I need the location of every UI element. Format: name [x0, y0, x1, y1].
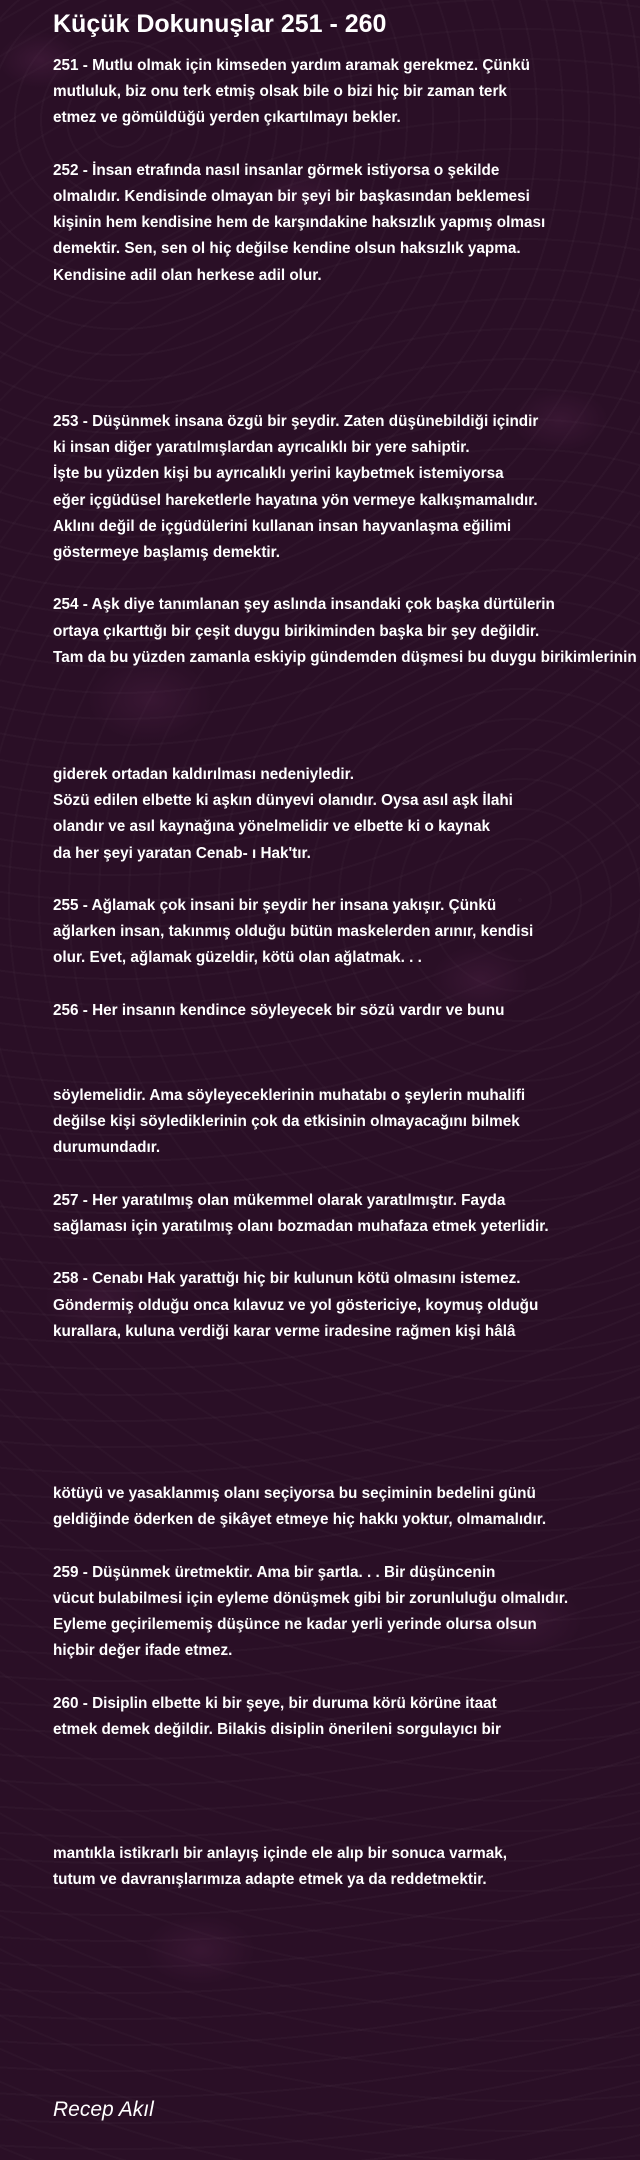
- poem-text-block: mantıkla istikrarlı bir anlayış içinde ele alıp bir sonuca varmak, tutum ve davranışlarımıza adapte etmek ya da reddetmektir.: [53, 1845, 508, 1889]
- poem-text-block: 253 - Düşünmek insana özgü bir şeydir. Zaten düşünebildiği içindir ki insan diğer yaratılmışlardan ayrıcalıklı bir yere sahiptir. İşte bu yüzden kişi bu ayrıcalıklı yerini kaybetmek istemiyorsa eğer içgüdüsel hareketlerle hayatına yön vermeye kalkışmamalıdır. Aklını değil de içgüdülerini kullanan insan hayvanlaşma eğilimi göstermeye başlamış demektir. 254 - Aşk diye tanımlanan şey aslında insandaki çok başka dürtülerin ortaya çıkarttığı bir çeşit duygu birikiminden başka bir şey değildir. Tam da bu yüzden zamanla eskiyip gündemden düşmesi bu duygu birikimlerinin: [53, 413, 637, 666]
- poem-text-block: söylemelidir. Ama söyleyeceklerinin muhatabı o şeylerin muhalifi değilse kişi söylediklerinin çok da etkisinin olmayacağını bilmek durumundadır. 257 - Her yaratılmış olan mükemmel olarak yaratılmıştır. Fayda sağlaması için yaratılmış olanı bozmadan muhafaza etmek yeterlidir. 258 - Cenabı Hak yarattığı hiç bir kulunun kötü olmasını istemez. Göndermiş olduğu onca kılavuz ve yol göstericiye, koymuş olduğu kurallara, kuluna verdiği karar verme iradesine rağmen kişi hâlâ: [53, 1087, 549, 1340]
- author-name: Recep Akıl: [53, 2098, 154, 2121]
- poem-title: Küçük Dokunuşlar 251 - 260: [53, 10, 387, 38]
- poem-text-block: 251 - Mutlu olmak için kimseden yardım aramak gerekmez. Çünkü mutluluk, biz onu terk etmiş olsak bile o bizi hiç bir zaman terk etmez ve gömüldüğü yerden çıkartılmayı bekler. 252 - İnsan etrafında nasıl insanlar görmek istiyorsa o şekilde olmalıdır. Kendisinde olmayan bir şeyi bir başkasından beklemesi kişinin hem kendisine hem de karşındakine haksızlık yapmış olması demektir. Sen, sen ol hiç değilse kendine olsun haksızlık yapma. Kendisine adil olan herkese adil olur.: [53, 57, 546, 284]
- poem-text-block: kötüyü ve yasaklanmış olanı seçiyorsa bu seçiminin bedelini günü geldiğinde öderken de şikâyet etmeye hiç hakkı yoktur, olmamalıdır. 259 - Düşünmek üretmektir. Ama bir şartla. . . Bir düşüncenin vücut bulabilmesi için eyleme dönüşmek gibi bir zorunluluğu olmalıdır. Eyleme geçirilememiş düşünce ne kadar yerli yerinde olursa olsun hiçbir değer ifade etmez. 260 - Disiplin elbette ki bir şeye, bir duruma körü körüne itaat etmek demek değildir. Bilakis disiplin önerileni sorgulayıcı bir: [53, 1485, 569, 1738]
- poem-text-block: giderek ortadan kaldırılması nedeniyledir. Sözü edilen elbette ki aşkın dünyevi olanıdır. Oysa asıl aşk İlahi olandır ve asıl kaynağına yönelmelidir ve elbette ki o kaynak da her şeyi yaratan Cenab- ı Hak'tır. 255 - Ağlamak çok insani bir şeydir her insana yakışır. Çünkü ağlarken insan, takınmış olduğu bütün maskelerden arınır, kendisi olur. Evet, ağlamak güzeldir, kötü olan ağlatmak. . . 256 - Her insanın kendince söyleyecek bir sözü vardır ve bunu: [53, 766, 534, 1019]
